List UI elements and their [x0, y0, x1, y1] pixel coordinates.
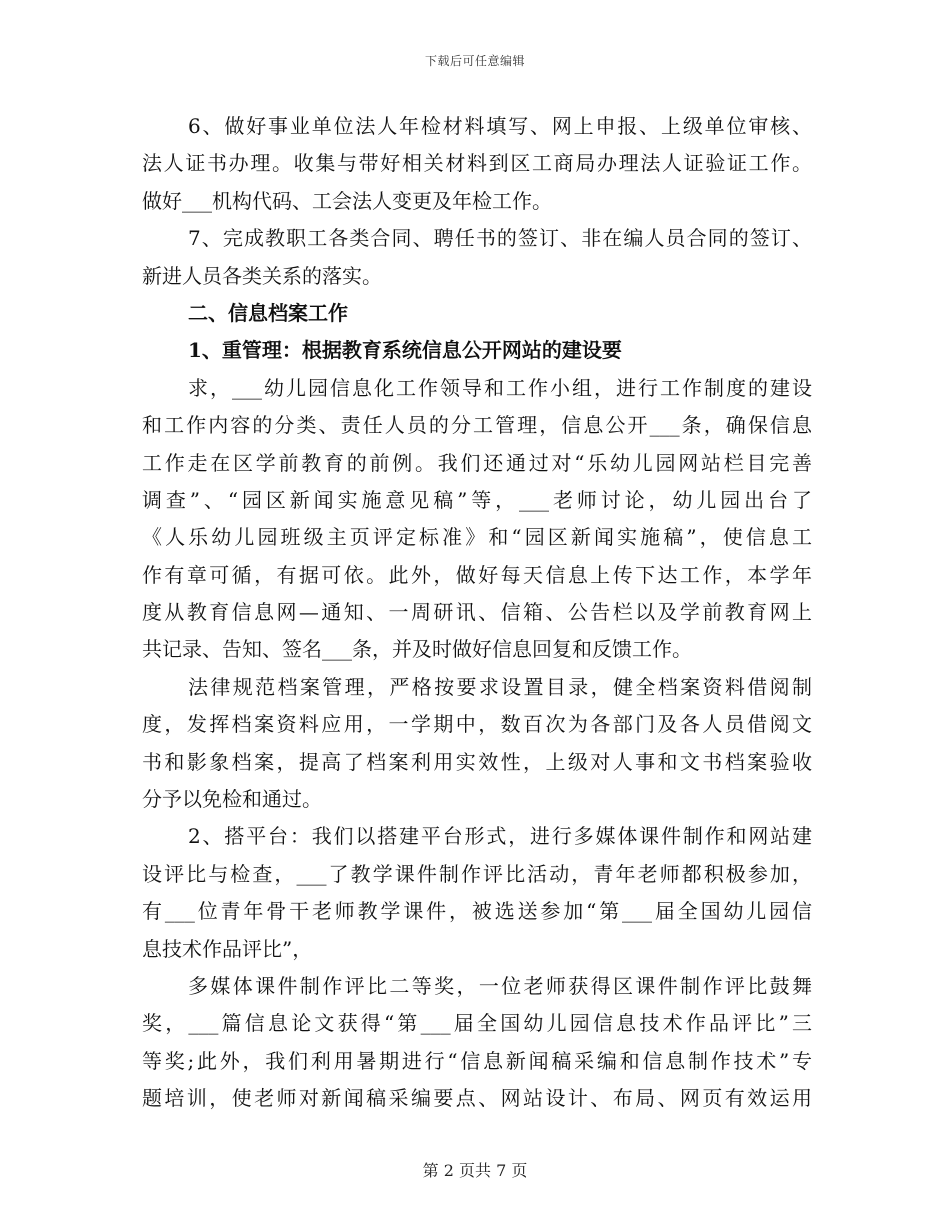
- text-line: 题培训，使老师对新闻稿采编要点、网站设计、布局、网页有效运用: [142, 1086, 812, 1111]
- paragraph-item-6: [142, 108, 812, 220]
- text-line: 设评比与检查，___了教学课件制作评比活动，青年老师都积极参加，: [142, 861, 812, 886]
- text-line: 等奖;此外，我们利用暑期进行“信息新闻稿采编和信息制作技术”专: [142, 1048, 812, 1073]
- text-line: 书和影象档案，提高了档案利用实效性，上级对人事和文书档案验收: [142, 749, 812, 774]
- text-line: 调查”、“园区新闻实施意见稿”等，___老师讨论，幼儿园出台了: [142, 487, 812, 512]
- text-line: 共记录、告知、签名___条，并及时做好信息回复和反馈工作。: [142, 637, 692, 662]
- text-line: 有___位青年骨干老师教学课件，被选送参加“第___届全国幼儿园信: [142, 899, 812, 924]
- heading-line: 1、重管理：根据教育系统信息公开网站的建设要: [188, 338, 622, 363]
- text-line: 度，发挥档案资料应用，一学期中，数百次为各部门及各人员借阅文: [142, 712, 812, 737]
- text-line: 做好___机构代码、工会法人变更及年检工作。: [142, 188, 552, 213]
- text-line: 法人证书办理。收集与带好相关材料到区工商局办理法人证验证工作。: [142, 151, 812, 176]
- paragraph-item-7: [142, 220, 812, 295]
- text-line: 作有章可循，有据可依。此外，做好每天信息上传下达工作，本学年: [142, 562, 812, 587]
- paragraph-archive-management: [142, 669, 812, 819]
- text-line: 新进人员各类关系的落实。: [142, 263, 382, 288]
- text-line: 度从教育信息网—通知、一周研讯、信箱、公告栏以及学前教育网上: [142, 600, 812, 625]
- text-line: 求，___幼儿园信息化工作领导和工作小组，进行工作制度的建设: [188, 375, 812, 400]
- heading-line: 二、信息档案工作: [188, 300, 348, 325]
- page-footer: 第 2 页共 7 页: [422, 1161, 528, 1180]
- paragraph-info-management: [142, 370, 812, 669]
- section-heading: [142, 295, 812, 332]
- text-line: 法律规范档案管理，严格按要求设置目录，健全档案资料借阅制: [188, 674, 812, 699]
- text-line: 7、完成教职工各类合同、聘任书的签订、非在编人员合同的签订、: [188, 226, 812, 251]
- text-line: 分予以免检和通过。: [142, 787, 322, 812]
- paragraph-platform: [142, 818, 812, 968]
- text-line: 和工作内容的分类、责任人员的分工管理，信息公开___条，确保信息: [142, 413, 812, 438]
- paragraph-awards: [142, 968, 812, 1118]
- text-line: 工作走在区学前教育的前例。我们还通过对“乐幼儿园网站栏目完善: [142, 450, 812, 475]
- text-line: 多媒体课件制作评比二等奖，一位老师获得区课件制作评比鼓舞: [188, 973, 812, 998]
- text-line: 2、搭平台：我们以搭建平台形式，进行多媒体课件制作和网站建: [188, 824, 812, 849]
- page-header: 下载后可任意编辑: [424, 54, 525, 68]
- text-line: 息技术作品评比”，: [142, 936, 313, 961]
- text-line: 《人乐幼儿园班级主页评定标准》和“园区新闻实施稿”，使信息工: [142, 525, 812, 550]
- subsection-heading-1: [142, 332, 812, 369]
- document-body: [142, 108, 812, 1118]
- text-line: 6、做好事业单位法人年检材料填写、网上申报、上级单位审核、: [188, 114, 812, 138]
- text-line: 奖，___篇信息论文获得“第___届全国幼儿园信息技术作品评比”三: [142, 1011, 812, 1036]
